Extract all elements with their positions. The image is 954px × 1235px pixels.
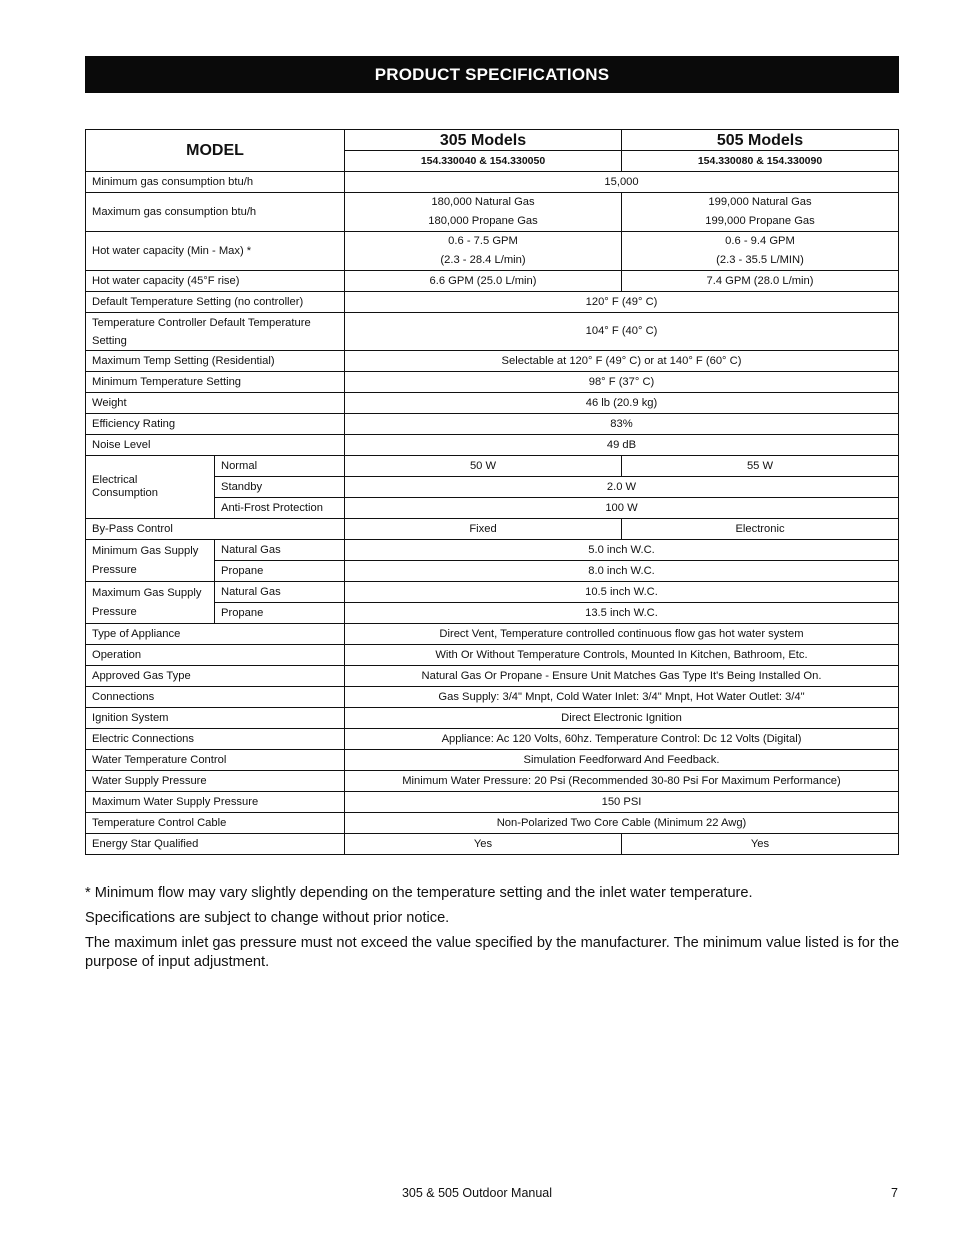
table-row xyxy=(86,813,899,834)
table-row xyxy=(86,729,899,750)
table-row xyxy=(86,435,899,456)
row-value: 13.5 inch W.C. xyxy=(345,603,899,624)
row-value-505 xyxy=(622,193,899,232)
row-value-305: 50 W xyxy=(345,456,622,477)
table-row xyxy=(86,624,899,645)
footnote-flow: * Minimum flow may vary slightly depending on the temperature setting and the inlet water temperature. xyxy=(85,885,753,901)
row-label: By-Pass Control xyxy=(86,519,345,540)
header-row xyxy=(86,130,899,151)
row-label: Maximum Temp Setting (Residential) xyxy=(86,351,345,372)
row-label: Type of Appliance xyxy=(86,624,345,645)
row-value-505: Yes xyxy=(622,834,899,855)
notes-section xyxy=(85,884,900,978)
row-label: Minimum Gas Supply Pressure xyxy=(86,540,215,582)
table-row xyxy=(86,582,899,603)
row-label: Ignition System xyxy=(86,708,345,729)
row-value: 83% xyxy=(345,414,899,435)
row-label: Hot water capacity (Min - Max) * xyxy=(86,232,345,271)
row-value: 98° F (37° C) xyxy=(345,372,899,393)
sub-label: Standby xyxy=(215,477,345,498)
row-label: Hot water capacity (45°F rise) xyxy=(86,271,345,292)
table-row xyxy=(86,456,899,477)
row-label: Temperature Controller Default Temperature Setting xyxy=(86,313,345,351)
row-value: Selectable at 120° F (49° C) or at 140° F (60° C) xyxy=(345,351,899,372)
sub-label: Propane xyxy=(215,603,345,624)
row-value: Natural Gas Or Propane - Ensure Unit Matches Gas Type It's Being Installed On. xyxy=(345,666,899,687)
row-label: Electric Connections xyxy=(86,729,345,750)
row-label: Operation xyxy=(86,645,345,666)
value-line: 199,000 Natural Gas xyxy=(708,196,812,208)
table-row xyxy=(86,313,899,351)
table-row xyxy=(86,792,899,813)
table-row xyxy=(86,351,899,372)
page-banner: PRODUCT SPECIFICATIONS xyxy=(85,56,899,93)
row-label: Water Temperature Control xyxy=(86,750,345,771)
sub-label: Propane xyxy=(215,561,345,582)
row-value: 8.0 inch W.C. xyxy=(345,561,899,582)
row-label: Maximum Water Supply Pressure xyxy=(86,792,345,813)
row-label: Minimum Temperature Setting xyxy=(86,372,345,393)
row-value: Minimum Water Pressure: 20 Psi (Recommended 30-80 Psi For Maximum Performance) xyxy=(345,771,899,792)
table-row xyxy=(86,750,899,771)
table-row xyxy=(86,372,899,393)
row-value-305: 6.6 GPM (25.0 L/min) xyxy=(345,271,622,292)
table-row xyxy=(86,232,899,271)
table-row xyxy=(86,708,899,729)
row-value-305 xyxy=(345,232,622,271)
col-header-505: 505 Models xyxy=(622,130,899,151)
row-value-305: Yes xyxy=(345,834,622,855)
row-label: Weight xyxy=(86,393,345,414)
table-row xyxy=(86,687,899,708)
table-row xyxy=(86,645,899,666)
row-value: Non-Polarized Two Core Cable (Minimum 22 Awg) xyxy=(345,813,899,834)
row-value-505: 7.4 GPM (28.0 L/min) xyxy=(622,271,899,292)
model-header: MODEL xyxy=(86,130,345,172)
table-row xyxy=(86,414,899,435)
row-value-305: Fixed xyxy=(345,519,622,540)
note-gas-pressure: The maximum inlet gas pressure must not exceed the value specified by the manufacturer. The minimum value listed is for the purpose of input adjustment. xyxy=(85,935,900,970)
row-value: 150 PSI xyxy=(345,792,899,813)
row-label: Temperature Control Cable xyxy=(86,813,345,834)
col-sub-505: 154.330080 & 154.330090 xyxy=(622,151,899,172)
row-value: Gas Supply: 3/4" Mnpt, Cold Water Inlet: 3/4" Mnpt, Hot Water Outlet: 3/4" xyxy=(345,687,899,708)
row-label: Minimum gas consumption btu/h xyxy=(86,172,345,193)
row-value: Appliance: Ac 120 Volts, 60hz. Temperature Control: Dc 12 Volts (Digital) xyxy=(345,729,899,750)
row-label: Default Temperature Setting (no controller) xyxy=(86,292,345,313)
value-line: 180,000 Natural Gas xyxy=(431,196,535,208)
table-row xyxy=(86,393,899,414)
row-value: 5.0 inch W.C. xyxy=(345,540,899,561)
table-row xyxy=(86,666,899,687)
table-row xyxy=(86,771,899,792)
row-label: Water Supply Pressure xyxy=(86,771,345,792)
row-label: Electrical Consumption xyxy=(86,456,215,519)
row-value: 46 lb (20.9 kg) xyxy=(345,393,899,414)
row-label: Connections xyxy=(86,687,345,708)
row-value: 104° F (40° C) xyxy=(345,313,899,351)
row-value-505: 55 W xyxy=(622,456,899,477)
row-value-505 xyxy=(622,232,899,271)
table-row xyxy=(86,172,899,193)
row-label: Maximum Gas Supply Pressure xyxy=(86,582,215,624)
table-row xyxy=(86,519,899,540)
table-row xyxy=(86,834,899,855)
sub-label: Natural Gas xyxy=(215,540,345,561)
specifications-table xyxy=(85,129,899,855)
table-row xyxy=(86,540,899,561)
row-value: With Or Without Temperature Controls, Mounted In Kitchen, Bathroom, Etc. xyxy=(345,645,899,666)
row-value-505: Electronic xyxy=(622,519,899,540)
row-label: Efficiency Rating xyxy=(86,414,345,435)
value-line: 180,000 Propane Gas xyxy=(428,215,538,227)
row-label: Energy Star Qualified xyxy=(86,834,345,855)
row-label: Approved Gas Type xyxy=(86,666,345,687)
col-sub-305: 154.330040 & 154.330050 xyxy=(345,151,622,172)
row-value: 120° F (49° C) xyxy=(345,292,899,313)
row-value: 2.0 W xyxy=(345,477,899,498)
page-number: 7 xyxy=(891,1186,898,1200)
value-line: (2.3 - 35.5 L/MIN) xyxy=(716,254,804,266)
col-header-305: 305 Models xyxy=(345,130,622,151)
sub-label: Normal xyxy=(215,456,345,477)
row-value: 49 dB xyxy=(345,435,899,456)
value-line: 0.6 - 9.4 GPM xyxy=(725,235,795,247)
row-value: 10.5 inch W.C. xyxy=(345,582,899,603)
value-line: 199,000 Propane Gas xyxy=(705,215,815,227)
row-value: Simulation Feedforward And Feedback. xyxy=(345,750,899,771)
row-label: Noise Level xyxy=(86,435,345,456)
row-value: 100 W xyxy=(345,498,899,519)
row-value: Direct Electronic Ignition xyxy=(345,708,899,729)
sub-label: Natural Gas xyxy=(215,582,345,603)
table-row xyxy=(86,271,899,292)
table-row xyxy=(86,193,899,232)
value-line: (2.3 - 28.4 L/min) xyxy=(440,254,526,266)
table-row xyxy=(86,292,899,313)
row-value-305 xyxy=(345,193,622,232)
value-line: 0.6 - 7.5 GPM xyxy=(448,235,518,247)
footer-title: 305 & 505 Outdoor Manual xyxy=(401,1186,553,1200)
note-change: Specifications are subject to change without prior notice. xyxy=(85,910,450,926)
sub-label: Anti-Frost Protection xyxy=(215,498,345,519)
row-value: Direct Vent, Temperature controlled continuous flow gas hot water system xyxy=(345,624,899,645)
row-label: Maximum gas consumption btu/h xyxy=(86,193,345,232)
row-value: 15,000 xyxy=(345,172,899,193)
